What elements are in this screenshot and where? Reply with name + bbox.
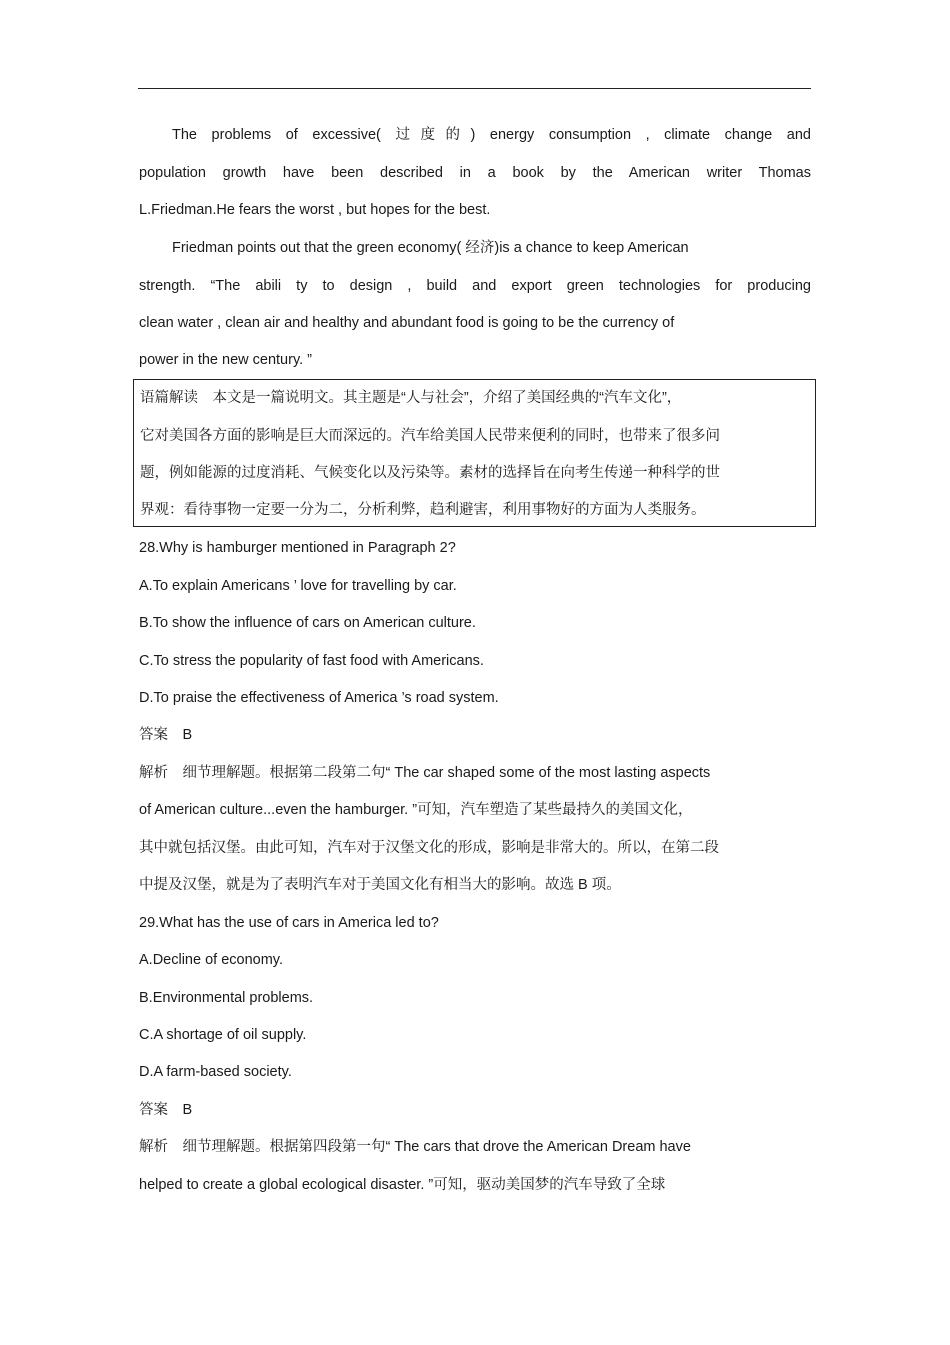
- q29-question: 29.What has the use of cars in America led to?: [139, 915, 439, 931]
- q28-answer: 答案 B: [139, 727, 193, 743]
- q28-option-c: C.To stress the popularity of fast food with Americans.: [139, 653, 484, 669]
- q28-option-b: B.To show the influence of cars on American culture.: [139, 615, 476, 631]
- passage-p2-line-4: power in the new century. ”: [139, 352, 313, 368]
- passage-p1-line-1: The problems of excessive( 过度的) energy consumption , climate change and: [172, 127, 811, 143]
- summary-line-3: 题，例如能源的过度消耗、气候变化以及污染等。素材的选择旨在向考生传递一种科学的世: [140, 465, 720, 481]
- q29-answer: 答案 B: [139, 1102, 193, 1118]
- q28-analysis-line-1: 解析 细节理解题。根据第二段第二句“ The car shaped some of the most lasting aspects: [139, 765, 711, 781]
- passage-p2-line-3: clean water , clean air and healthy and abundant food is going to be the currency of: [139, 315, 675, 331]
- q29-analysis-line-1: 解析 细节理解题。根据第四段第一句“ The cars that drove the American Dream have: [139, 1139, 691, 1155]
- q29-option-b: B.Environmental problems.: [139, 990, 314, 1006]
- passage-p2-line-2: strength. “The abili ty to design , build and export green technologies for producing: [139, 278, 811, 294]
- q29-option-a: A.Decline of economy.: [139, 952, 283, 968]
- q28-question: 28.Why is hamburger mentioned in Paragraph 2?: [139, 540, 456, 556]
- q29-option-d: D.A farm-based society.: [139, 1064, 292, 1080]
- q28-analysis-line-4: 中提及汉堡，就是为了表明汽车对于美国文化有相当大的影响。故选 B 项。: [139, 877, 621, 893]
- summary-line-4: 界观：看待事物一定要一分为二，分析利弊，趋利避害，利用事物好的方面为人类服务。: [140, 502, 706, 518]
- q28-option-d: D.To praise the effectiveness of America ’s road system.: [139, 690, 499, 706]
- passage-p2-line-1: Friedman points out that the green economy( 经济)is a chance to keep American: [172, 240, 689, 256]
- passage-p1-line-2: population growth have been described in a book by the American writer Thomas: [139, 165, 811, 181]
- q28-option-a: A.To explain Americans ’ love for travelling by car.: [139, 578, 457, 594]
- q28-analysis-line-3: 其中就包括汉堡。由此可知，汽车对于汉堡文化的形成，影响是非常大的。所以，在第二段: [139, 840, 719, 856]
- header-rule: [138, 88, 811, 89]
- summary-box: [133, 379, 816, 527]
- q28-analysis-line-2: of American culture...even the hamburger. ”可知，汽车塑造了某些最持久的美国文化，: [139, 802, 693, 818]
- summary-line-1: 语篇解读 本文是一篇说明文。其主题是“人与社会”，介绍了美国经典的“汽车文化”，: [140, 390, 682, 406]
- passage-p1-line-3: L.Friedman.He fears the worst , but hopes for the best.: [139, 202, 491, 218]
- q29-analysis-line-2: helped to create a global ecological disaster. ”可知，驱动美国梦的汽车导致了全球: [139, 1177, 666, 1193]
- summary-line-2: 它对美国各方面的影响是巨大而深远的。汽车给美国人民带来便利的同时，也带来了很多问: [140, 428, 720, 444]
- q29-option-c: C.A shortage of oil supply.: [139, 1027, 307, 1043]
